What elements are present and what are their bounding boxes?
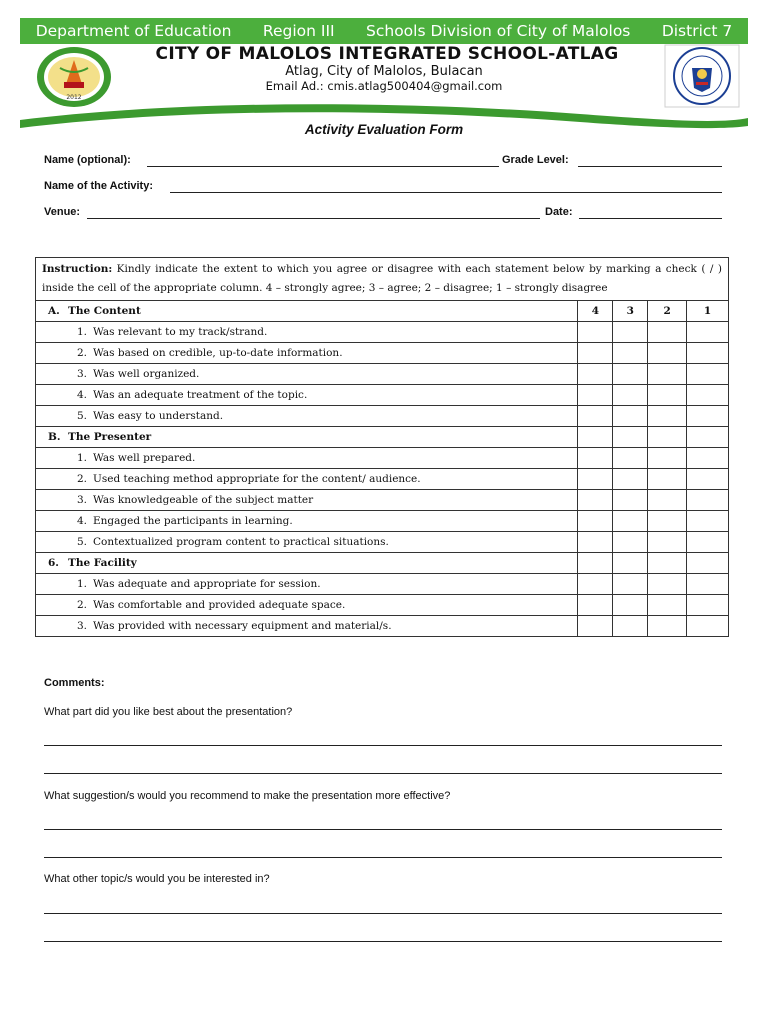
header-banner: [20, 18, 748, 44]
rating-cell[interactable]: [578, 553, 613, 574]
rating-cell[interactable]: [578, 532, 613, 553]
instruction-text: Kindly indicate the extent to which you agree or disagree with each statement below by marking a check ( / ) inside the cell of the appropriate column. 4 – strongly agree; 3 – agree; 2 – disagree; 1 – strongly disagree: [42, 263, 722, 294]
statement-text: Was adequate and appropriate for session.: [93, 578, 321, 590]
statement-text: Contextualized program content to practical situations.: [93, 536, 389, 548]
name-field[interactable]: [147, 166, 499, 167]
statement-row: [36, 406, 729, 427]
rating-cell[interactable]: [613, 553, 648, 574]
rating-cell[interactable]: [613, 364, 648, 385]
form-title: Activity Evaluation Form: [304, 122, 464, 137]
rating-cell[interactable]: [578, 511, 613, 532]
rating-cell[interactable]: [613, 616, 648, 637]
grade-level-label: Grade Level:: [502, 154, 569, 166]
rating-cell[interactable]: [578, 595, 613, 616]
statement-text: Engaged the participants in learning.: [93, 515, 293, 527]
school-address: Atlag, City of Malolos, Bulacan: [285, 64, 483, 79]
rating-cell[interactable]: [613, 490, 648, 511]
statement-text: Was an adequate treatment of the topic.: [93, 389, 308, 401]
statement-row: [36, 385, 729, 406]
statement-cell: [36, 511, 578, 532]
rating-cell[interactable]: [687, 490, 729, 511]
rating-cell[interactable]: [648, 595, 687, 616]
activity-name-field[interactable]: [170, 192, 722, 193]
rating-cell[interactable]: [578, 574, 613, 595]
statement-text: Was easy to understand.: [93, 410, 224, 422]
answer-line[interactable]: [44, 913, 722, 914]
answer-line[interactable]: [44, 857, 722, 858]
answer-line[interactable]: [44, 941, 722, 942]
date-label: Date:: [545, 206, 573, 218]
rating-cell[interactable]: [613, 448, 648, 469]
rating-cell[interactable]: [648, 343, 687, 364]
answer-line[interactable]: [44, 829, 722, 830]
rating-cell[interactable]: [687, 322, 729, 343]
statement-row: [36, 490, 729, 511]
school-name: CITY OF MALOLOS INTEGRATED SCHOOL-ATLAG: [155, 44, 619, 64]
rating-cell[interactable]: [648, 364, 687, 385]
rating-cell[interactable]: [613, 427, 648, 448]
rating-cell[interactable]: [578, 322, 613, 343]
statement-number: 1.: [76, 578, 87, 590]
statement-row: [36, 343, 729, 364]
statement-row: [36, 532, 729, 553]
statement-cell: [36, 385, 578, 406]
rating-cell[interactable]: [687, 343, 729, 364]
answer-line[interactable]: [44, 773, 722, 774]
question-suggestions: What suggestion/s would you recommend to make the presentation more effective?: [44, 790, 451, 802]
statement-text: Was knowledgeable of the subject matter: [93, 494, 314, 506]
section-name: The Facility: [68, 557, 137, 569]
section-name: The Presenter: [68, 431, 152, 443]
question-best-part: What part did you like best about the presentation?: [44, 706, 293, 718]
evaluation-table: [35, 257, 729, 637]
statement-cell: [36, 364, 578, 385]
rating-cell[interactable]: [578, 364, 613, 385]
rating-cell[interactable]: [648, 511, 687, 532]
section-letter: A.: [48, 305, 60, 317]
statement-cell: [36, 490, 578, 511]
rating-cell[interactable]: [613, 322, 648, 343]
statement-text: Was well prepared.: [93, 452, 196, 464]
rating-cell[interactable]: [578, 427, 613, 448]
rating-cell[interactable]: [613, 469, 648, 490]
statement-row: [36, 469, 729, 490]
name-label: Name (optional):: [44, 154, 131, 166]
rating-cell[interactable]: [578, 469, 613, 490]
scale-header: 1: [687, 301, 729, 322]
rating-cell[interactable]: [613, 595, 648, 616]
statement-number: 2.: [76, 599, 87, 611]
statement-number: 1.: [76, 326, 87, 338]
section-title: [36, 553, 578, 574]
statement-cell: [36, 343, 578, 364]
seal-year: 2012: [66, 94, 82, 101]
statement-number: 2.: [76, 347, 87, 359]
rating-cell[interactable]: [687, 574, 729, 595]
statement-text: Was well organized.: [93, 368, 200, 380]
instruction-row: [36, 258, 729, 301]
statement-cell: [36, 406, 578, 427]
date-field[interactable]: [579, 218, 722, 219]
statement-cell: [36, 574, 578, 595]
rating-cell[interactable]: [687, 385, 729, 406]
statement-cell: [36, 616, 578, 637]
statement-text: Was based on credible, up-to-date information.: [93, 347, 343, 359]
rating-cell[interactable]: [687, 469, 729, 490]
scale-header: 4: [578, 301, 613, 322]
banner-division: Schools Division of City of Malolos: [366, 22, 631, 40]
section-letter: 6.: [48, 557, 59, 569]
rating-cell[interactable]: [648, 322, 687, 343]
statement-cell: [36, 322, 578, 343]
scale-header: 3: [613, 301, 648, 322]
rating-cell[interactable]: [687, 364, 729, 385]
venue-label: Venue:: [44, 206, 81, 218]
statement-cell: [36, 595, 578, 616]
venue-field[interactable]: [87, 218, 540, 219]
statement-number: 4.: [76, 515, 87, 527]
section-name: The Content: [68, 305, 141, 317]
statement-row: [36, 511, 729, 532]
statement-row: [36, 616, 729, 637]
statement-number: 1.: [76, 452, 87, 464]
rating-cell[interactable]: [648, 427, 687, 448]
question-other-topics: What other topic/s would you be interested in?: [44, 873, 270, 885]
rating-cell[interactable]: [613, 532, 648, 553]
rating-cell[interactable]: [578, 490, 613, 511]
answer-line[interactable]: [44, 745, 722, 746]
rating-cell[interactable]: [578, 448, 613, 469]
section-title: [36, 301, 578, 322]
rating-cell[interactable]: [613, 385, 648, 406]
statement-number: 3.: [76, 494, 87, 506]
rating-cell[interactable]: [613, 511, 648, 532]
rating-cell[interactable]: [613, 406, 648, 427]
statement-text: Was provided with necessary equipment and material/s.: [93, 620, 392, 632]
section-row: [36, 301, 729, 322]
statement-number: 3.: [76, 620, 87, 632]
section-row: [36, 427, 729, 448]
statement-number: 4.: [76, 389, 87, 401]
rating-cell[interactable]: [578, 343, 613, 364]
statement-row: [36, 574, 729, 595]
banner-district: District 7: [661, 22, 733, 40]
statement-number: 2.: [76, 473, 87, 485]
rating-cell[interactable]: [648, 385, 687, 406]
rating-cell[interactable]: [648, 574, 687, 595]
rating-cell[interactable]: [687, 406, 729, 427]
rating-cell[interactable]: [578, 385, 613, 406]
statement-row: [36, 322, 729, 343]
comments-label: Comments:: [44, 677, 105, 689]
statement-number: 5.: [76, 536, 87, 548]
rating-cell[interactable]: [648, 553, 687, 574]
section-title: [36, 427, 578, 448]
section-letter: B.: [48, 431, 61, 443]
statement-row: [36, 364, 729, 385]
instruction-cell: [36, 258, 729, 301]
banner-department: Department of Education: [35, 22, 232, 40]
instruction-bold: Instruction:: [42, 263, 113, 275]
rating-cell[interactable]: [687, 448, 729, 469]
banner-region: Region III: [262, 22, 335, 40]
statement-text: Was comfortable and provided adequate space.: [93, 599, 346, 611]
statement-text: Used teaching method appropriate for the content/ audience.: [93, 473, 421, 485]
grade-level-field[interactable]: [578, 166, 722, 167]
scale-header: 2: [648, 301, 687, 322]
rating-cell[interactable]: [613, 574, 648, 595]
rating-cell[interactable]: [648, 490, 687, 511]
statement-cell: [36, 469, 578, 490]
rating-cell[interactable]: [687, 511, 729, 532]
rating-cell[interactable]: [687, 532, 729, 553]
rating-cell[interactable]: [687, 427, 729, 448]
statement-cell: [36, 448, 578, 469]
rating-cell[interactable]: [648, 532, 687, 553]
rating-cell[interactable]: [648, 448, 687, 469]
statement-row: [36, 595, 729, 616]
rating-cell[interactable]: [578, 406, 613, 427]
school-email: Email Ad.: cmis.atlag500404@gmail.com: [265, 79, 503, 93]
statement-row: [36, 448, 729, 469]
rating-cell[interactable]: [687, 595, 729, 616]
rating-cell[interactable]: [687, 616, 729, 637]
statement-text: Was relevant to my track/strand.: [93, 326, 268, 338]
rating-cell[interactable]: [687, 553, 729, 574]
statement-number: 5.: [76, 410, 87, 422]
rating-cell[interactable]: [648, 406, 687, 427]
activity-name-label: Name of the Activity:: [44, 180, 154, 192]
rating-cell[interactable]: [578, 616, 613, 637]
section-row: [36, 553, 729, 574]
statement-number: 3.: [76, 368, 87, 380]
rating-cell[interactable]: [648, 469, 687, 490]
rating-cell[interactable]: [648, 616, 687, 637]
rating-cell[interactable]: [613, 343, 648, 364]
statement-cell: [36, 532, 578, 553]
